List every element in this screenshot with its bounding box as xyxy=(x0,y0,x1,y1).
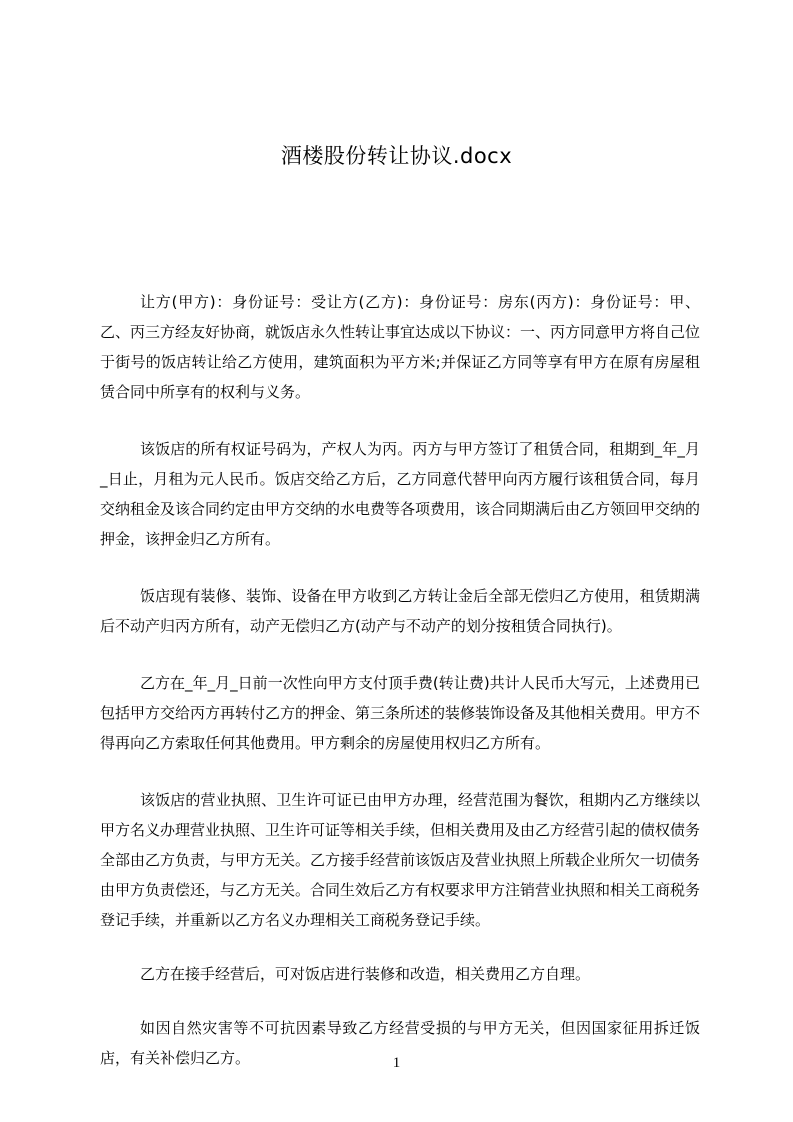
paragraph-lease: 该饭店的所有权证号码为，产权人为丙。丙方与甲方签订了租赁合同，租期到_年_月_日止，月租为元人民币。饭店交给乙方后，乙方同意代替甲向丙方履行该租赁合同，每月交纳租金及该合同约定由甲方交纳的水电费等各项费用，该合同期满后由乙方领回甲交纳的押金，该押金归乙方所有。 xyxy=(100,440,701,548)
paragraph-license: 该饭店的营业执照、卫生许可证已由甲方办理，经营范围为餐饮，租期内乙方继续以甲方名义办理营业执照、卫生许可证等相关手续，但相关费用及由乙方经营引起的债权债务全部由乙方负责，与甲方无关。乙方接手经营前该饭店及营业执照上所载企业所欠一切债务由甲方负责偿还，与乙方无关。合同生效后乙方有权要求甲方注销营业执照和相关工商税务登记手续，并重新以乙方名义办理相关工商税务登记手续。 xyxy=(100,791,701,929)
paragraph-renovation: 乙方在接手经营后，可对饭店进行装修和改造，相关费用乙方自理。 xyxy=(140,965,591,983)
paragraph-payment: 乙方在_年_月_日前一次性向甲方支付顶手费(转让费)共计人民币大写元，上述费用已包括甲方交给丙方再转付乙方的押金、第三条所述的装修装饰设备及其他相关费用。甲方不得再向乙方索取任何其他费用。甲方剩余的房屋使用权归乙方所有。 xyxy=(100,674,701,752)
document-body xyxy=(100,287,700,1100)
paragraph-decoration: 饭店现有装修、装饰、设备在甲方收到乙方转让金后全部无偿归乙方使用，租赁期满后不动产归丙方所有，动产无偿归乙方(动产与不动产的划分按租赁合同执行)。 xyxy=(100,587,700,635)
page-number: 1 xyxy=(392,1055,401,1071)
paragraph-force-majeure: 如因自然灾害等不可抗因素导致乙方经营受损的与甲方无关，但因国家征用拆迁饭店，有关补偿归乙方。 xyxy=(100,1019,700,1067)
document-title: 酒楼股份转让协议.docx xyxy=(280,144,513,168)
paragraph-parties: 让方(甲方)：身份证号：受让方(乙方)：身份证号：房东(丙方)：身份证号：甲、乙、丙三方经友好协商，就饭店永久性转让事宜达成以下协议：一、丙方同意甲方将自己位于街号的饭店转让给乙方使用，建筑面积为平方米;并保证乙方同等享有甲方在原有房屋租赁合同中所享有的权利与义务。 xyxy=(100,293,701,401)
